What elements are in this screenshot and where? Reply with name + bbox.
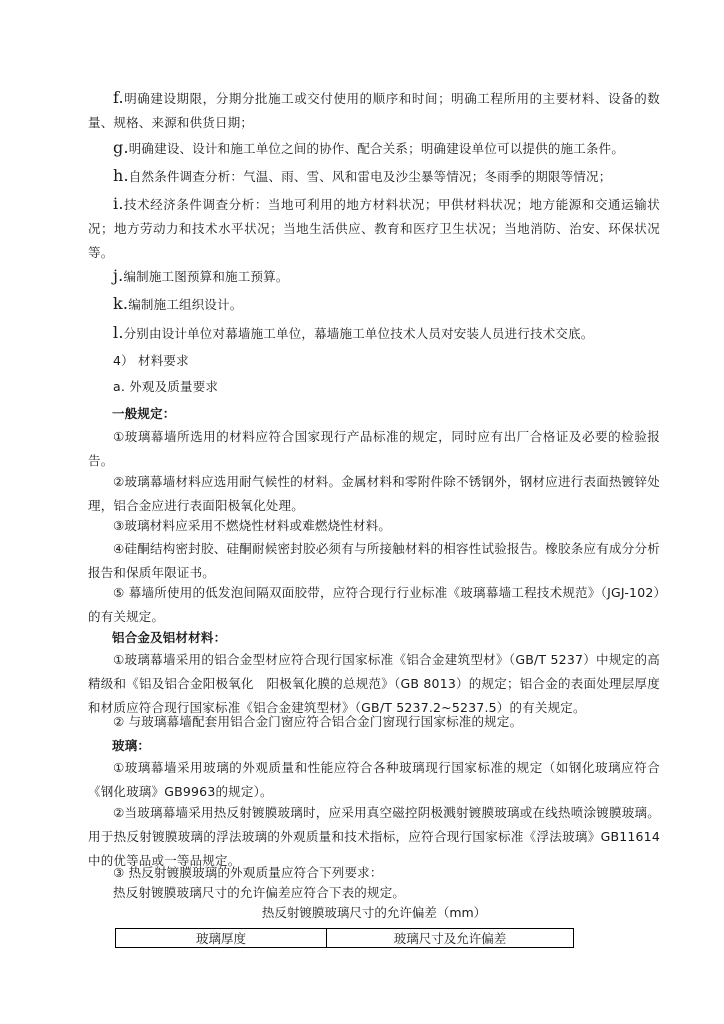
paragraph-text: ③玻璃材料应采用不燃烧性材料或难燃烧性材料。 xyxy=(113,518,392,533)
paragraph-aluminum-2 xyxy=(88,710,660,734)
item-label: j. xyxy=(113,266,124,285)
paragraph-f xyxy=(88,86,660,135)
paragraph-i xyxy=(88,192,660,265)
item-label: f. xyxy=(113,88,124,107)
paragraph-text: 明确建设、设计和施工单位之间的协作、配合关系；明确建设单位可以提供的施工条件。 xyxy=(128,141,625,156)
paragraph-general-5 xyxy=(88,581,660,629)
paragraph-text: a. 外观及质量要求 xyxy=(113,379,219,394)
paragraph-text: 明确建设期限，分期分批施工或交付使用的顺序和时间；明确工程所用的主要材料、设备的数量、规格、来源和供货日期； xyxy=(88,91,660,130)
paragraph-text: 编制施工图预算和施工预算。 xyxy=(123,269,289,284)
item-label: k. xyxy=(113,294,129,313)
table-header-row xyxy=(116,929,574,948)
table-caption: 热反射镀膜玻璃尺寸的允许偏差（mm） xyxy=(261,905,487,920)
paragraph-text: ② 与玻璃幕墙配套用铝合金门窗应符合铝合金门窗现行国家标准的规定。 xyxy=(113,714,523,729)
item-label: h. xyxy=(113,166,129,185)
heading-aluminum xyxy=(88,626,660,650)
table-header-size-tolerance: 玻璃尺寸及允许偏差 xyxy=(327,929,574,948)
paragraph-j xyxy=(88,264,660,289)
heading-general-rules xyxy=(88,402,660,426)
heading-text: 一般规定： xyxy=(112,406,176,421)
paragraph-k xyxy=(88,292,660,317)
paragraph-general-1 xyxy=(88,425,660,473)
paragraph-glass-table-intro xyxy=(88,881,660,905)
paragraph-text: ④硅酮结构密封胶、硅酮耐候密封胶必须有与所接触材料的相容性试验报告。橡胶条应有成分分析报告和保质年限证书。 xyxy=(88,541,660,580)
paragraph-h xyxy=(88,164,660,189)
paragraph-text: ③ 热反射镀膜玻璃的外观质量应符合下列要求： xyxy=(113,865,383,880)
paragraph-general-3 xyxy=(88,514,660,538)
item-label: l. xyxy=(113,323,124,342)
paragraph-glass-1 xyxy=(88,756,660,804)
paragraph-text: 热反射镀膜玻璃尺寸的允许偏差应符合下表的规定。 xyxy=(113,885,406,900)
paragraph-text: ②当玻璃幕墙采用热反射镀膜玻璃时，应采用真空磁控阴极溅射镀膜玻璃或在线热喷涂镀膜玻璃。用于热反射镀膜玻璃的浮法玻璃的外观质量和技术指标，应符合现行国家标准《浮法玻璃》GB11614中的优等品或一等品规定。 xyxy=(88,805,660,868)
heading-text: 玻璃： xyxy=(112,738,151,753)
paragraph-text: ①玻璃幕墙采用玻璃的外观质量和性能应符合各种玻璃现行国家标准的规定（如钢化玻璃应符合《钢化玻璃》GB9963的规定）。 xyxy=(88,760,660,799)
item-label: i. xyxy=(113,194,124,213)
paragraph-text: 编制施工组织设计。 xyxy=(128,297,243,312)
paragraph-text: 自然条件调查分析：气温、雨、雪、风和雷电及沙尘暴等情况；冬雨季的期限等情况； xyxy=(128,169,612,184)
subsection-appearance-quality xyxy=(88,375,660,399)
paragraph-text: ⑤ 幕墙所使用的低发泡间隔双面胶带，应符合现行行业标准《玻璃幕墙工程技术规范》（JGJ-102）的有关规定。 xyxy=(88,585,660,624)
paragraph-text: 分别由设计单位对幕墙施工单位，幕墙施工单位技术人员对安装人员进行技术交底。 xyxy=(123,326,594,341)
paragraph-text: ①玻璃幕墙采用的铝合金型材应符合现行国家标准《铝合金建筑型材》（GB/T 5237）中规定的高精级和《铝及铝合金阳极氧化 阳极氧化膜的总规范》（GB 8013）的规定；铝合金的表面处理层厚度和材质应符合现行国家标准《铝合金建筑型材》（GB/T 5237.2~5237.5）的有关规定。 xyxy=(88,652,660,715)
heading-glass xyxy=(88,734,660,758)
paragraph-l xyxy=(88,321,660,346)
paragraph-general-2 xyxy=(88,470,660,518)
section-material-requirements xyxy=(88,349,660,373)
table-header-thickness: 玻璃厚度 xyxy=(116,929,327,948)
paragraph-text: 4） 材料要求 xyxy=(113,353,189,368)
paragraph-general-4 xyxy=(88,537,660,585)
paragraph-g xyxy=(88,136,660,161)
heading-text: 铝合金及铝材材料： xyxy=(112,630,227,645)
item-label: g. xyxy=(113,138,129,157)
paragraph-text: ①玻璃幕墙所选用的材料应符合国家现行产品标准的规定，同时应有出厂合格证及必要的检验报告。 xyxy=(88,429,660,468)
paragraph-text: ②玻璃幕墙材料应选用耐气候性的材料。金属材料和零附件除不锈钢外，钢材应进行表面热镀锌处理，铝合金应进行表面阳极氧化处理。 xyxy=(88,474,660,513)
tolerance-table xyxy=(115,928,574,948)
paragraph-text: 技术经济条件调查分析：当地可利用的地方材料状况；甲供材料状况；地方能源和交通运输状况；地方劳动力和技术水平状况；当地生活供应、教育和医疗卫生状况；当地消防、治安、环保状况等。 xyxy=(88,197,660,260)
